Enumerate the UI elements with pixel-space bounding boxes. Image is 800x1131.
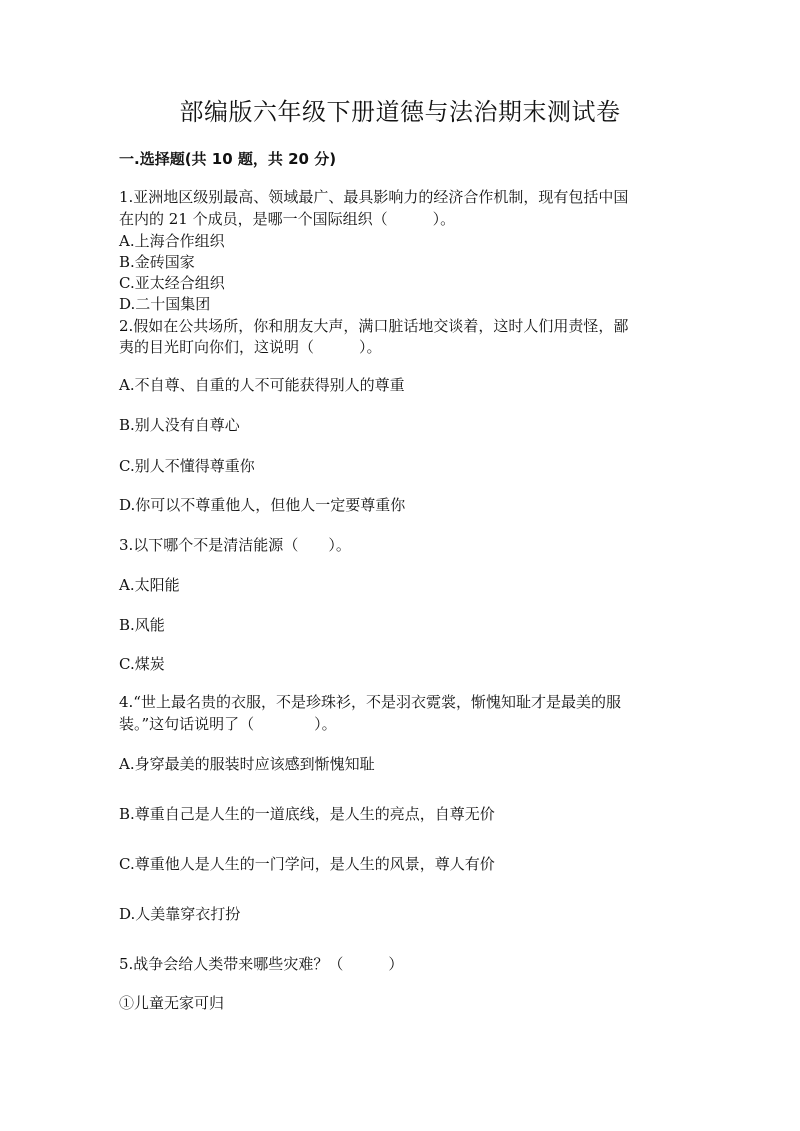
question-1-option-c: C.亚太经合组织 xyxy=(119,274,225,292)
question-2-option-d: D.你可以不尊重他人，但他人一定要尊重你 xyxy=(119,496,406,514)
question-3-text-line-1: 3.以下哪个不是清洁能源（ ）。 xyxy=(119,536,351,554)
question-4-text-line-1: 4.“世上最名贵的衣服，不是珍珠衫，不是羽衣霓裳，惭愧知耻才是最美的服 xyxy=(119,693,621,711)
question-5-item-1: ①儿童无家可归 xyxy=(119,994,225,1012)
question-2-text-line-1: 2.假如在公共场所，你和朋友大声，满口脏话地交谈着，这时人们用责怪，鄙 xyxy=(119,317,629,335)
question-4-option-b: B.尊重自己是人生的一道底线，是人生的亮点，自尊无价 xyxy=(119,805,495,823)
section-heading: 一.选择题(共 10 题，共 20 分) xyxy=(119,150,337,168)
question-4-option-d: D.人美靠穿衣打扮 xyxy=(119,905,241,923)
question-3-option-a: A.太阳能 xyxy=(119,576,180,594)
question-1-text-line-2: 在内的 21 个成员，是哪一个国际组织（ ）。 xyxy=(119,210,456,228)
exam-title: 部编版六年级下册道德与法治期末测试卷 xyxy=(179,98,621,126)
question-1-text-line-1: 1.亚洲地区级别最高、领域最广、最具影响力的经济合作机制，现有包括中国 xyxy=(119,188,629,206)
question-4-option-a: A.身穿最美的服装时应该感到惭愧知耻 xyxy=(119,755,375,773)
question-1-option-a: A.上海合作组织 xyxy=(119,232,225,250)
question-1-option-d: D.二十国集团 xyxy=(119,295,211,313)
question-2-text-line-2: 夷的目光盯向你们，这说明（ ）。 xyxy=(119,338,382,356)
question-4-option-c: C.尊重他人是人生的一门学问，是人生的风景，尊人有价 xyxy=(119,855,495,873)
question-2-option-b: B.别人没有自尊心 xyxy=(119,416,240,434)
question-2-option-c: C.别人不懂得尊重你 xyxy=(119,457,255,475)
question-5-text-line-1: 5.战争会给人类带来哪些灾难？（ ） xyxy=(119,955,404,973)
question-3-option-b: B.风能 xyxy=(119,616,165,634)
question-4-text-line-2: 装。”这句话说明了（ ）。 xyxy=(119,715,337,733)
question-3-option-c: C.煤炭 xyxy=(119,655,165,673)
question-1-option-b: B.金砖国家 xyxy=(119,253,195,271)
question-2-option-a: A.不自尊、自重的人不可能获得别人的尊重 xyxy=(119,376,405,394)
